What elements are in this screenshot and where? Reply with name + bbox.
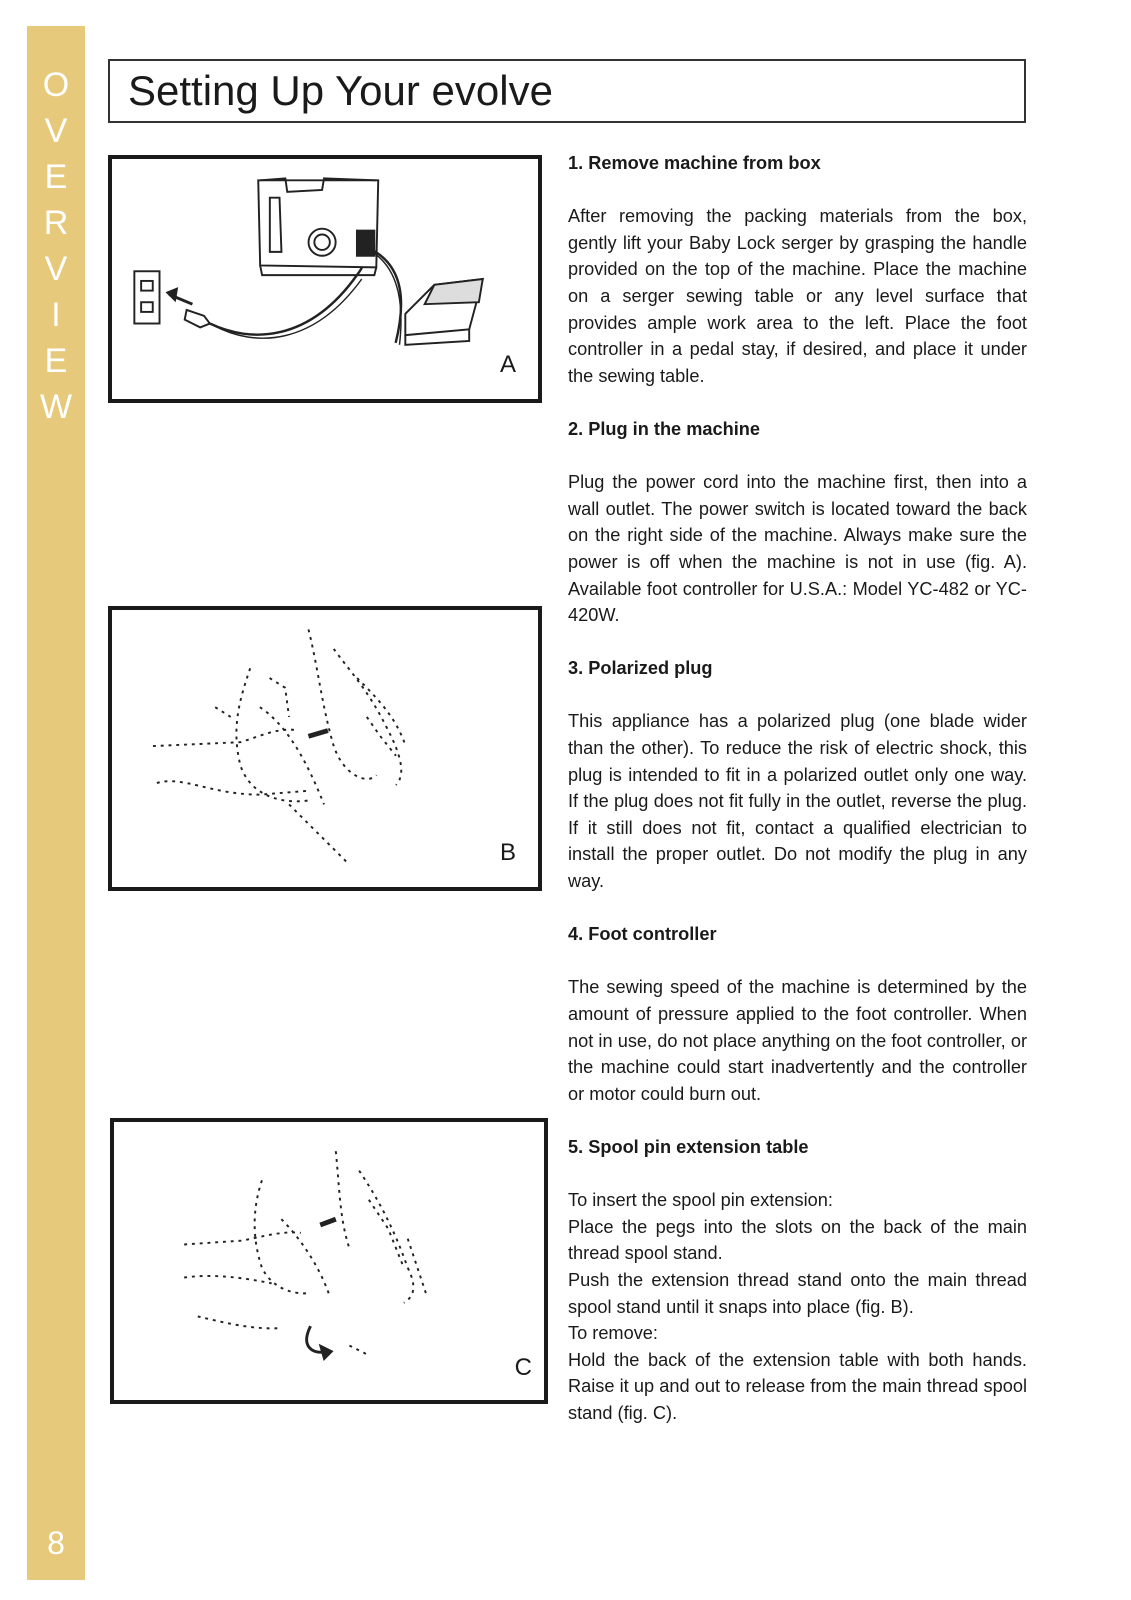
section-heading: 2. Plug in the machine: [568, 418, 761, 439]
spool-extension-remove-illustration: [114, 1122, 544, 1400]
section-paragraph: The sewing speed of the machine is determined by the amount of pressure applied to the foot controller. When not in use, do not place anything on the foot controller, or the machine could start inadvertently and the controller or motor could burn out.: [568, 977, 1027, 1104]
title-box: [108, 59, 1026, 123]
section-line: Hold the back of the extension table with both hands. Raise it up and out to release from the main thread spool stand (fig. C).: [568, 1349, 1027, 1423]
machine-plug-illustration: [112, 159, 538, 399]
figure-label: A: [499, 351, 516, 378]
section-paragraph: This appliance has a polarized plug (one blade wider than the other). To reduce the risk of electric shock, this plug is intended to fit in a polarized outlet only one way. If the plug does not fit fully in the outlet, reverse the plug. If it still does not fit, contact a qualified electrician to install the proper outlet. Do not modify the plug in any way.: [568, 711, 1027, 892]
figure-label: B: [499, 839, 516, 866]
page-number: 8: [47, 1525, 65, 1561]
figure-a: [108, 155, 542, 403]
section-heading: 1. Remove machine from box: [568, 153, 821, 173]
spool-extension-insert-illustration: [112, 610, 538, 887]
figure-c: [110, 1118, 548, 1404]
section-line: Push the extension thread stand onto the main thread spool stand until it snaps into place (fig. B).: [568, 1269, 1027, 1317]
sidebar-letter: I: [51, 296, 61, 334]
sidebar-tab: [27, 26, 85, 1580]
section-paragraph: Plug the power cord into the machine first, then into a wall outlet. The power switch is located toward the back on the right side of the machine. Always make sure the power is off when the machine is not in use (fig. A). Available foot controller for U.S.A.: Model YC-482 or YC-420W.: [568, 472, 1027, 626]
section-heading: 4. Foot controller: [568, 924, 717, 945]
instructions-column: [568, 150, 1027, 1427]
page-title: Setting Up Your evolve: [128, 67, 553, 114]
figure-b: [108, 606, 542, 891]
sidebar-letter: E: [44, 342, 68, 380]
section-heading: 5. Spool pin extension table: [568, 1136, 809, 1157]
section-line: Place the pegs into the slots on the back of the main thread spool stand.: [568, 1216, 1027, 1264]
section-paragraph: After removing the packing materials from the box, gently lift your Baby Lock serger by grasping the handle provided on the top of the machine. Place the machine on a serger sewing table or any level surface that provides ample work area to the left. Place the foot controller in a pedal stay, if desired, and place it under the sewing table.: [568, 206, 1027, 386]
sidebar-letter: E: [44, 158, 68, 196]
sidebar-letter: R: [43, 204, 69, 242]
figure-label: C: [514, 1354, 532, 1381]
section-line: To insert the spool pin extension:: [568, 1190, 833, 1211]
sidebar-letter: O: [42, 66, 70, 104]
sidebar-letter: V: [44, 250, 68, 288]
section-line: To remove:: [568, 1323, 658, 1344]
sidebar-letter: V: [44, 112, 68, 150]
sidebar-section-label: [27, 62, 85, 430]
sidebar-letter: W: [39, 388, 73, 426]
section-heading: 3. Polarized plug: [568, 658, 713, 679]
